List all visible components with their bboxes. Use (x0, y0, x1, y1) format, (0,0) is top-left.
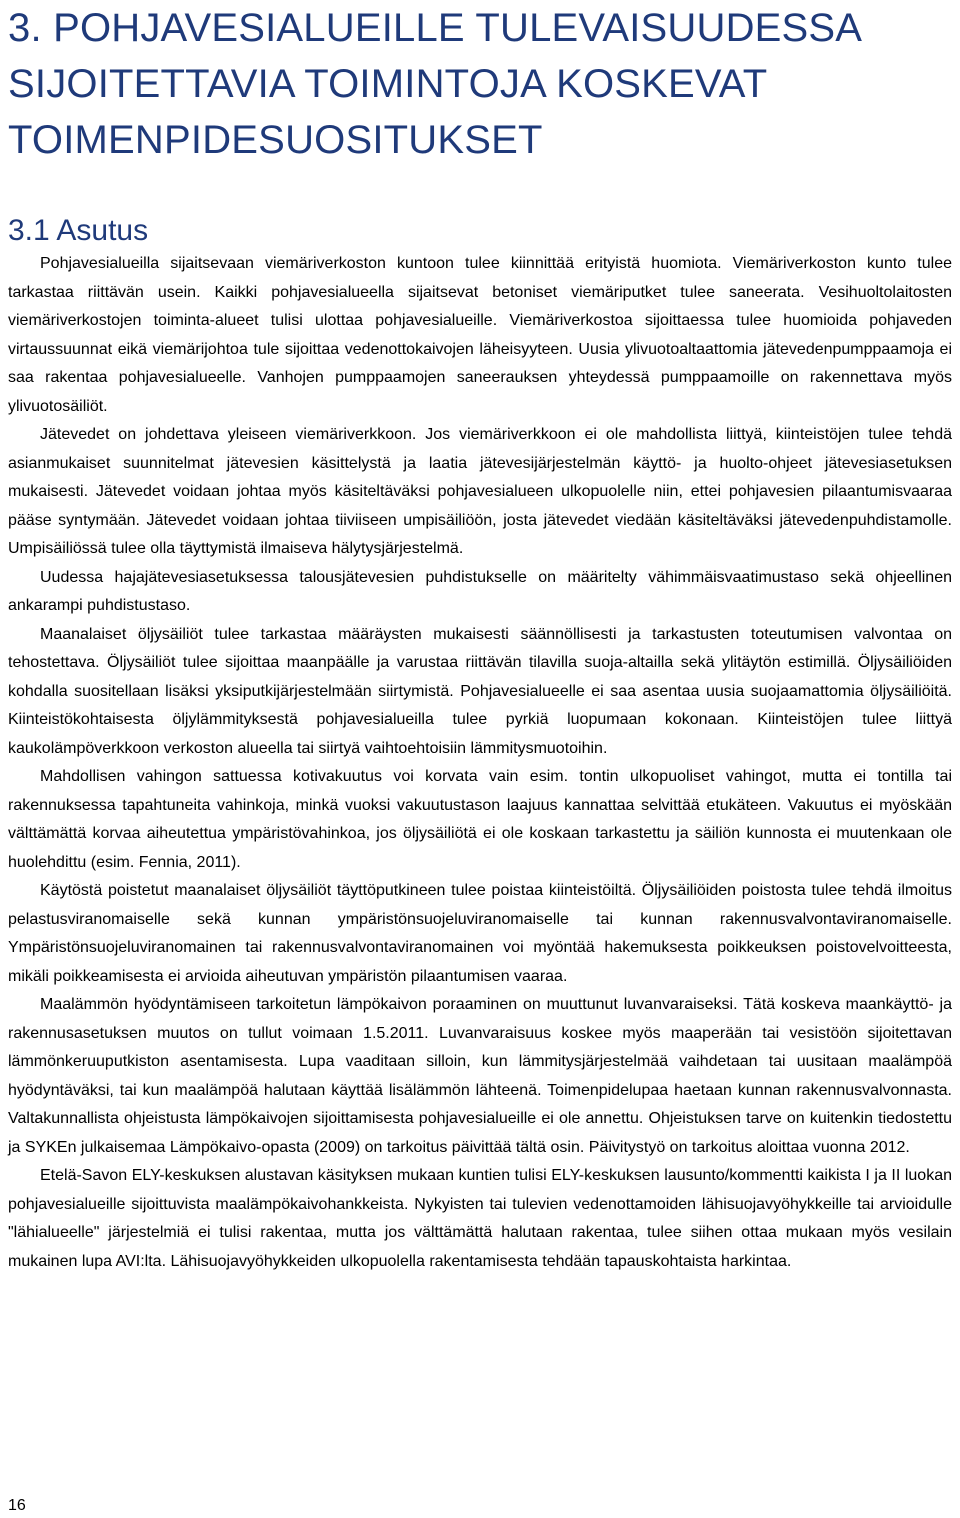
paragraph-oil-tanks: Maanalaiset öljysäiliöt tulee tarkastaa määräysten mukaisesti säännöllisesti ja tarkastusten toteutumisen valvontaa on tehostettava. Öljysäiliöt tulee sijoittaa maanpäälle ja varustaa riittävän tilavilla suoja-altailla sekä ylitäytön estimillä. Öljysäiliöiden kohdalla suositellaan lisäksi yksiputkijärjestelmään siirtymistä. Pohjavesialueelle ei saa asentaa uusia suojaamattomia öljysäiliöitä. Kiinteistökohtaisesta öljylämmityksestä pohjavesialueilla tulee pyrkiä luopumaan kokonaan. Kiinteistöjen tulee liittyä kaukolämpöverkkoon verkoston alueella tai siirtyä vaihtoehtoisiin lämmitysmuotoihin. (8, 625, 952, 757)
chapter-title: 3. POHJAVESIALUEILLE TULEVAISUUDESSA SIJOITETTAVIA TOIMINTOJA KOSKEVAT TOIMENPIDESUOSITUKSET (8, 6, 860, 162)
section-title: 3.1 Asutus (8, 214, 149, 247)
paragraph-ely-centre: Etelä-Savon ELY-keskuksen alustavan käsityksen mukaan kuntien tulisi ELY-keskuksen lausunto/kommentti kaikista I ja II luokan pohjavesialueille sijoittuvista maalämpökaivohankkeista. Nykyisten tai tulevien vedenottamoiden lähisuojavyöhykkeille tai arvioidulle "lähialueelle" järjestelmiä ei tulisi rakentaa, mutta jos välttämättä halutaan rakentaa, tulee siihen ottaa mukaan myös vesilain mukainen lupa AVI:lta. Lähisuojavyöhykkeiden ulkopuolella rakentamisesta tehdään tapauskohtaista harkintaa. (8, 1167, 952, 1270)
document-page (8, 0, 952, 1276)
body-text (8, 250, 952, 1276)
paragraph-wastewater: Jätevedet on johdettava yleiseen viemäriverkkoon. Jos viemäriverkkoon ei ole mahdollista liittyä, kiinteistöjen tulee tehdä asianmukaiset suunnitelmat jätevesien käsittelystä ja laatia jätevesijärjestelmän käyttö- ja huolto-ohjeet jätevesiasetuksen mukaisesti. Jätevedet voidaan johtaa myös käsiteltäväksi pohjavesialueen ulkopuolelle niin, ettei pohjavesien pilaantumisvaaraa pääse syntymään. Jätevedet voidaan johtaa tiiviiseen umpisäiliöön, josta jätevedet viedään käsiteltäväksi jätevedenpuhdistamolle. Umpisäiliössä tulee olla täyttymistä ilmaiseva hälytysjärjestelmä. (8, 426, 952, 557)
paragraph-sewer-network: Pohjavesialueilla sijaitsevaan viemäriverkoston kuntoon tulee kiinnittää erityistä huomiota. Viemäriverkoston kunto tulee tarkastaa riittävän usein. Kaikki pohjavesialueella sijaitsevat betoniset viemäriputket tulee saneerata. Vesihuoltolaitosten viemäriverkostojen toiminta-alueet tulisi ulottaa pohjavesialueille. Viemäriverkostoa sijoittaessa tulee huomioida pohjaveden virtaussuunnat eikä viemärijohtoa tule sijoittaa vedenottokaivojen läheisyyteen. Uusia ylivuotoaltaattomia jätevedenpumppaamoja ei saa rakentaa pohjavesialueelle. Vanhojen pumppaamojen saneerauksen yhteydessä pumppaamoille on rakennettava myös ylivuotosäiliöt. (8, 255, 952, 415)
page-number: 16 (8, 1497, 26, 1514)
paragraph-decree: Uudessa hajajätevesiasetuksessa talousjätevesien puhdistukselle on määritelty vähimmäisvaatimustaso sekä ohjeellinen ankarampi puhdistustaso. (8, 568, 952, 614)
paragraph-insurance: Mahdollisen vahingon sattuessa kotivakuutus voi korvata vain esim. tontin ulkopuoliset vahingot, mutta ei tontilla tai rakennuksessa tapahtuneita vahinkoja, minkä vuoksi vakuutustason laajuus kannattaa selvittää etukäteen. Vakuutus ei myöskään välttämättä korvaa aiheutettua ympäristövahinkoa, jos öljysäiliötä ei ole koskaan tarkastettu ja säiliön kunnosta ei muutenkaan ole huolehdittu (esim. Fennia, 2011). (8, 768, 952, 871)
paragraph-decommissioned-tanks: Käytöstä poistetut maanalaiset öljysäiliöt täyttöputkineen tulee poistaa kiinteistöiltä. Öljysäiliöiden poistosta tulee tehdä ilmoitus pelastusviranomaiselle sekä kunnan ympäristönsuojeluviranomaiselle tai kunnan rakennusvalvontaviranomaiselle. Ympäristönsuojeluviranomainen tai rakennusvalvontaviranomainen voi myöntää hakemuksesta poikkeuksen poistovelvoitteesta, mikäli poikkeamisesta ei arvioida aiheutuvan ympäristön pilaantumisen vaaraa. (8, 882, 952, 985)
paragraph-geothermal: Maalämmön hyödyntämiseen tarkoitetun lämpökaivon poraaminen on muuttunut luvanvaraiseksi. Tätä koskeva maankäyttö- ja rakennusasetuksen muutos on tullut voimaan 1.5.2011. Luvanvaraisuus koskee myös maaperään tai vesistöön sijoitettavan lämmönkeruuputkiston asentamisesta. Lupa vaaditaan silloin, kun lämmitysjärjestelmää vaihdetaan tai uusitaan maalämpöä hyödyntäväksi, tai kun maalämpöä halutaan käyttää lisälämmön lähteenä. Toimenpidelupaa haetaan kunnan rakennusvalvonnasta. Valtakunnallista ohjeistusta lämpökaivojen sijoittamisesta pohjavesialueille ei ole annettu. Ohjeistuksen tarve on kuitenkin tiedostettu ja SYKEn julkaisemaa Lämpökaivo-opasta (2009) on tarkoitus päivittää tältä osin. Päivitystyö on tarkoitus aloittaa vuonna 2012. (8, 996, 952, 1156)
